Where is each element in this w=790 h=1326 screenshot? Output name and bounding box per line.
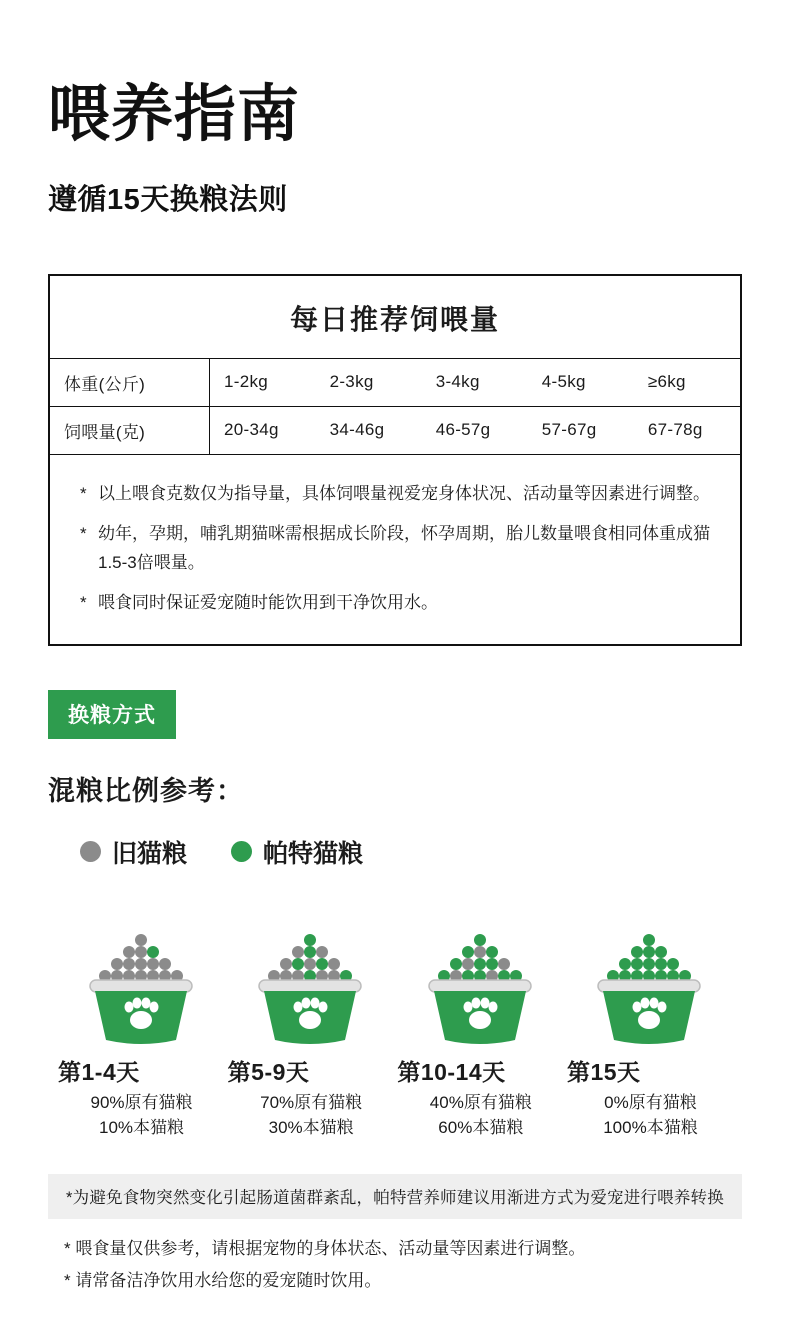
stage-old-ratio: 40%原有猫粮 xyxy=(429,1092,532,1112)
stage-column xyxy=(397,908,562,1140)
table-cell: 4-5kg xyxy=(528,358,634,406)
bowl-icon xyxy=(235,912,385,1048)
bowl-rim xyxy=(259,980,361,992)
transition-stages xyxy=(48,870,742,1140)
stage-new-ratio: 10%本猫粮 xyxy=(98,1117,185,1137)
mix-ratio-title: 混粮比例参考： xyxy=(48,775,244,806)
feeding-table-title: 每日推荐饲喂量 xyxy=(289,303,500,335)
feeding-table-card xyxy=(48,274,742,646)
bowl-graphic-stage-2 xyxy=(228,908,393,1048)
kibble-pile-2 xyxy=(268,934,352,982)
footer-note: * 请常备洁净饮用水给您的爱宠随时饮用。 xyxy=(64,1270,382,1290)
bowl-icon xyxy=(574,912,724,1048)
table-cell: 1-2kg xyxy=(210,358,316,406)
stage-ratio-lines xyxy=(228,1087,393,1140)
feeding-note xyxy=(80,479,710,509)
stage-column xyxy=(567,908,732,1140)
bowl-rim xyxy=(429,980,531,992)
bowl-rim xyxy=(598,980,700,992)
bowl-graphic-stage-4 xyxy=(567,908,732,1048)
feeding-note-text: 幼年，孕期，哺乳期猫咪需根据成长阶段，怀孕周期，胎儿数量喂食相同体重成猫1.5-3倍喂量。 xyxy=(98,523,710,573)
legend-label: 旧猫粮 xyxy=(112,839,188,868)
stage-column xyxy=(58,908,223,1140)
stage-new-ratio: 30%本猫粮 xyxy=(268,1117,354,1137)
feeding-note-text: 喂食同时保证爱宠随时能饮用到干净饮用水。 xyxy=(98,593,438,613)
stage-old-ratio: 90%原有猫粮 xyxy=(90,1092,193,1112)
legend-dot-grey-icon xyxy=(80,841,101,862)
table-cell: 67-78g xyxy=(634,406,740,454)
stage-new-ratio: 60%本猫粮 xyxy=(438,1117,524,1137)
feeding-note-text: 以上喂食克数仅为指导量，具体饲喂量视爱宠身体状况、活动量等因素进行调整。 xyxy=(98,483,710,503)
legend-label: 帕特猫粮 xyxy=(263,839,364,868)
table-cell: 57-67g xyxy=(528,406,634,454)
footer-notes xyxy=(48,1219,742,1296)
bowl-graphic-stage-3 xyxy=(397,908,562,1048)
stage-title: 第1-4天 xyxy=(58,1058,140,1085)
footer-highlight-band: *为避免食物突然变化引起肠道菌群紊乱，帕特营养师建议用渐进方式为爱宠进行喂养转换 xyxy=(48,1174,742,1219)
legend-item-old-food xyxy=(80,834,187,870)
stage-title: 第15天 xyxy=(566,1058,641,1085)
legend-item-new-food xyxy=(231,834,363,870)
feeding-table xyxy=(50,358,740,454)
table-cell: 2-3kg xyxy=(316,358,422,406)
page-subtitle: 遵循15天换粮法则 xyxy=(48,183,288,216)
bullet-star-icon: * xyxy=(80,483,87,503)
legend-dot-green-icon xyxy=(231,841,252,862)
legend xyxy=(48,808,742,870)
table-row-header: 体重(公斤) xyxy=(50,358,210,406)
feeding-note xyxy=(80,588,710,618)
kibble-pile-1 xyxy=(99,934,183,982)
table-cell: 46-57g xyxy=(422,406,528,454)
bullet-star-icon: * xyxy=(80,593,87,613)
table-cell: ≥6kg xyxy=(634,358,740,406)
section-tag-switch-method: 换粮方式 xyxy=(48,690,176,739)
kibble-pile-3 xyxy=(438,934,522,982)
stage-new-ratio: 100%本猫粮 xyxy=(603,1117,698,1137)
kibble-pile-4 xyxy=(607,934,691,982)
table-row-header: 饲喂量(克) xyxy=(50,406,210,454)
stage-old-ratio: 0%原有猫粮 xyxy=(604,1092,697,1112)
table-row xyxy=(50,406,740,454)
table-cell: 34-46g xyxy=(316,406,422,454)
stage-ratio-lines xyxy=(567,1087,732,1140)
table-cell: 3-4kg xyxy=(422,358,528,406)
stage-column xyxy=(228,908,393,1140)
page-title: 喂养指南 xyxy=(48,80,301,149)
feeding-notes xyxy=(50,454,740,644)
bowl-graphic-stage-1 xyxy=(58,908,223,1048)
table-cell: 20-34g xyxy=(210,406,316,454)
bowl-rim xyxy=(90,980,192,992)
stage-ratio-lines xyxy=(397,1087,562,1140)
feeding-note xyxy=(80,519,710,579)
footer-note: * 喂食量仅供参考，请根据宠物的身体状态、活动量等因素进行调整。 xyxy=(64,1239,586,1259)
stage-title: 第10-14天 xyxy=(397,1058,506,1085)
bowl-icon xyxy=(66,912,216,1048)
bowl-icon xyxy=(405,912,555,1048)
stage-old-ratio: 70%原有猫粮 xyxy=(260,1092,363,1112)
stage-title: 第5-9天 xyxy=(227,1058,310,1085)
stage-ratio-lines xyxy=(58,1087,223,1140)
bullet-star-icon: * xyxy=(80,523,87,543)
table-row xyxy=(50,358,740,406)
